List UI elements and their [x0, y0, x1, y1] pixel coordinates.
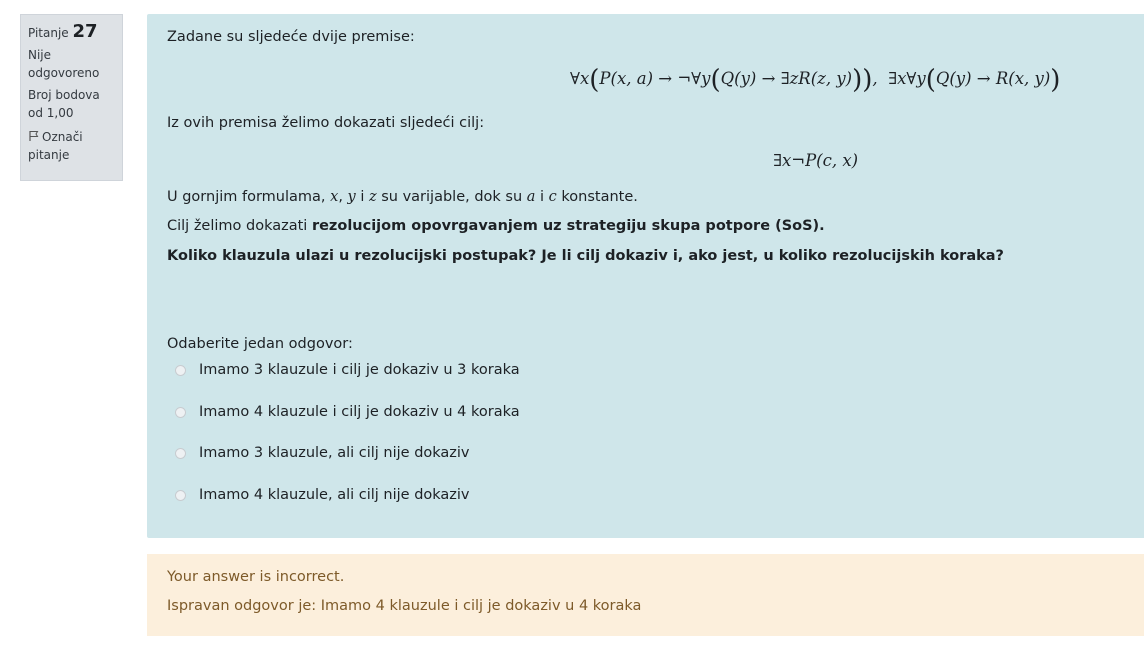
- question-text: Koliko klauzula ulazi u rezolucijski postupak? Je li cilj dokaziv i, ako jest, u koliko rezolucijskih koraka?: [167, 248, 1004, 264]
- premises-formula: ∀x(P(x, a) → ¬∀y(Q(y) → ∃zR(z, y))), ∃x∀y(Q(y) → R(x, y)): [570, 65, 1061, 95]
- question-info-panel: [20, 14, 123, 181]
- correct-answer-text: Ispravan odgovor je: Imamo 4 klauzule i cilj je dokaziv u 4 koraka: [167, 598, 642, 614]
- flag-icon: [28, 129, 40, 141]
- flag-label: Označi pitanje: [28, 130, 83, 162]
- method-sentence: Cilj želimo dokazati rezolucijom opovrgavanjem uz strategiju skupa potpore (SoS).: [167, 218, 825, 234]
- question-number: 27: [72, 21, 98, 42]
- flag-question-link[interactable]: [28, 128, 115, 164]
- radio-icon[interactable]: [175, 407, 186, 418]
- question-content: [147, 14, 1144, 538]
- variables-sentence: U gornjim formulama, x, y i z su varijable, dok su a i c konstante.: [167, 189, 638, 205]
- question-status: Nije odgovoreno: [28, 48, 100, 80]
- goal-formula: ∃x¬P(c, x): [773, 151, 859, 170]
- radio-icon[interactable]: [175, 448, 186, 459]
- answer-option-label: Imamo 4 klauzule, ali cilj nije dokaziv: [199, 487, 470, 503]
- answer-option-label: Imamo 3 klauzule, ali cilj nije dokaziv: [199, 445, 470, 461]
- question-number-line: [28, 23, 115, 42]
- question-marks: Broj bodova od 1,00: [28, 88, 100, 120]
- answer-option-label: Imamo 3 klauzule i cilj je dokaziv u 3 koraka: [199, 362, 520, 378]
- goal-intro: Iz ovih premisa želimo dokazati sljedeći cilj:: [167, 115, 485, 131]
- radio-icon[interactable]: [175, 365, 186, 376]
- feedback-panel: [147, 554, 1144, 636]
- choose-prompt: Odaberite jedan odgovor:: [167, 336, 353, 352]
- question-label: Pitanje: [28, 26, 69, 40]
- premises-intro: Zadane su sljedeće dvije premise:: [167, 29, 415, 45]
- answer-option-1[interactable]: [175, 360, 520, 380]
- answer-option-3[interactable]: [175, 443, 470, 463]
- answer-option-2[interactable]: [175, 402, 520, 422]
- radio-icon[interactable]: [175, 490, 186, 501]
- answer-option-4[interactable]: [175, 485, 470, 505]
- feedback-result: Your answer is incorrect.: [167, 569, 345, 585]
- answer-option-label: Imamo 4 klauzule i cilj je dokaziv u 4 koraka: [199, 404, 520, 420]
